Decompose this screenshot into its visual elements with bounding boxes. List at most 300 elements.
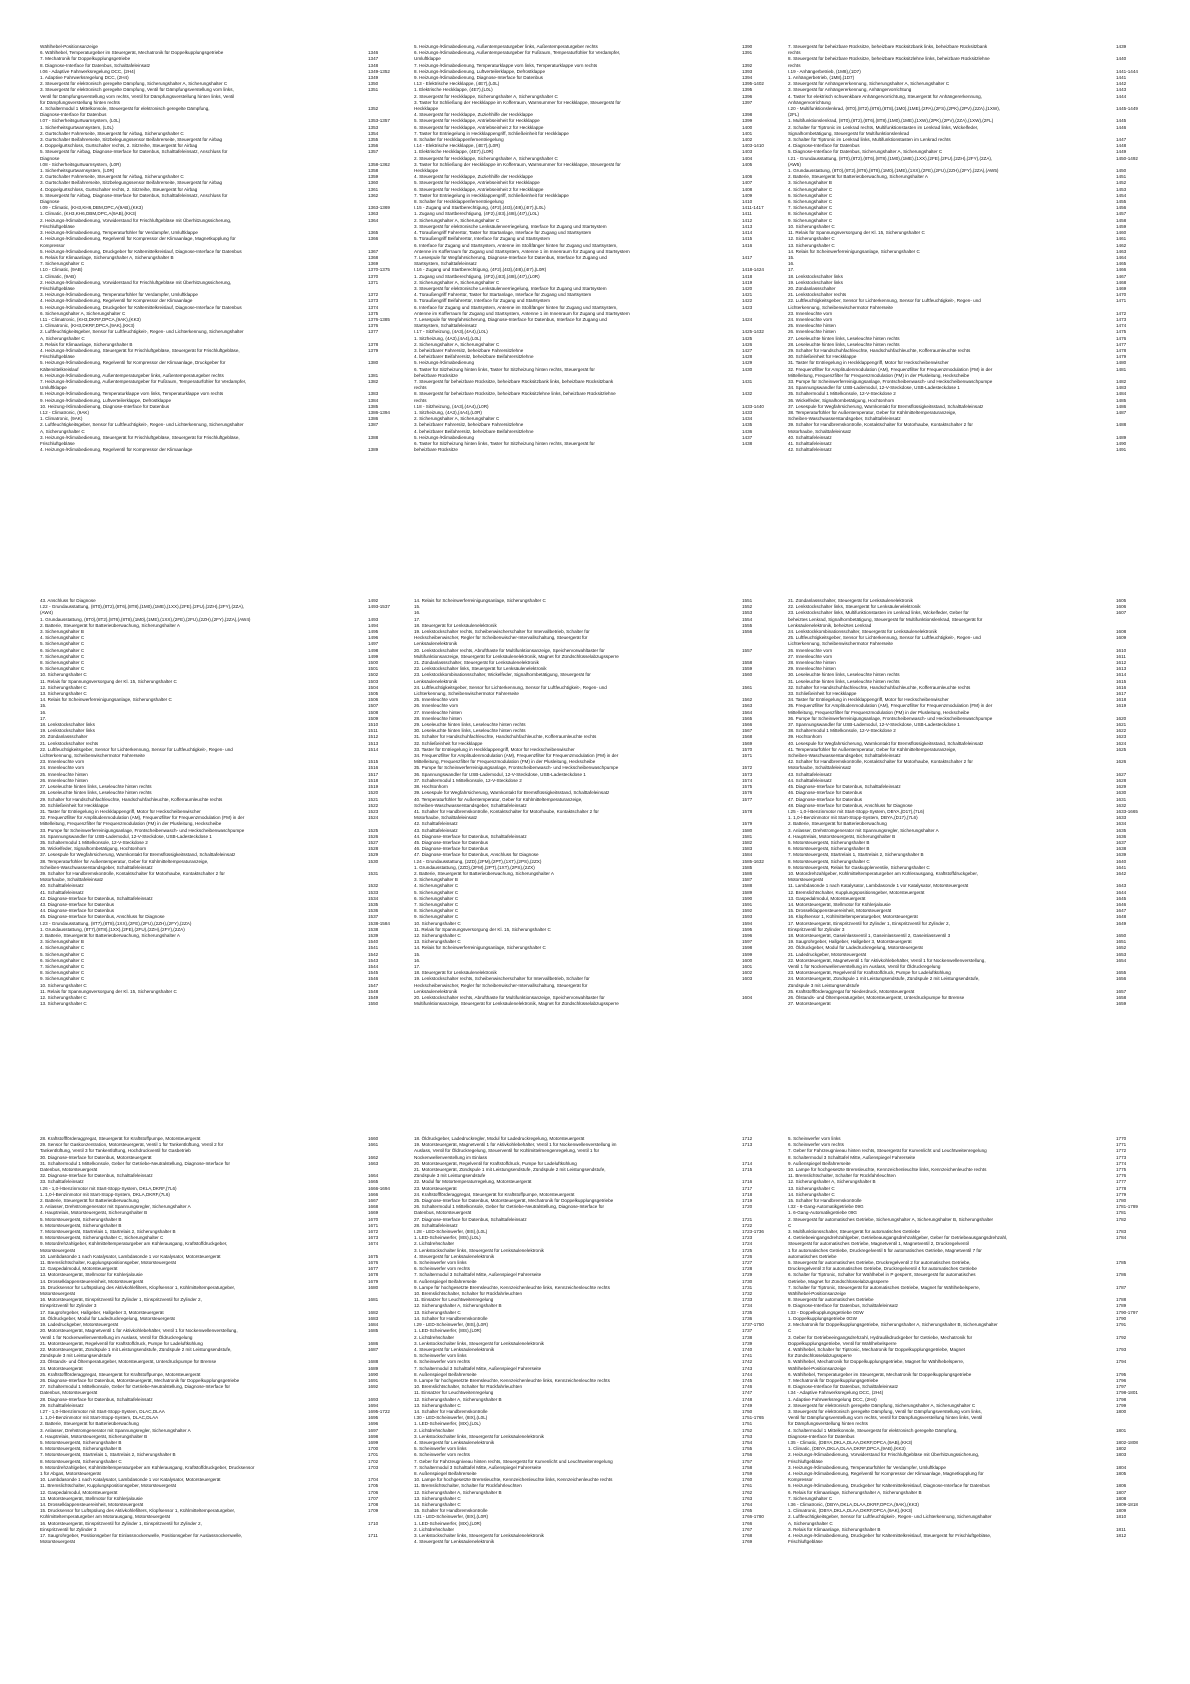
entry-page: 1472 (1116, 310, 1127, 316)
entry-title: 5. Heizungs-/Klimabedienung (414, 434, 475, 440)
entry-title: 23. Motorsteuergerät, Regelventil für Kraftstoffdruck, Pumpe für Ladeluftkühlung (788, 970, 951, 976)
entry-title: Frischluftgebläse (40, 285, 75, 291)
entry-title: Datenbus, Motorsteuergerät (414, 1210, 472, 1216)
entry-title: 39. Schalter für Handbremskontrolle, Kontaktschalter für Motorhaube, Kontaktschalter 2 für (40, 870, 225, 876)
entry-page: 1403 (742, 149, 753, 155)
entry-title: 2. Steuergerät für Heckklappe, Sicherungshalter A, Sicherungshalter C (414, 93, 558, 99)
entry-title: 30. Leseleuchte hinten links, Leseleuchte hinten rechts (788, 672, 900, 678)
entry-page: 1544 (368, 963, 379, 969)
entry-title: 5. Heizungs-/Klimabedienung, Regelventil für Kompressor der Klimaanlage, Druckgeber für (40, 360, 226, 366)
entry-title: 1. Anhängerbetrieb, (1M8),(1D7) (788, 75, 855, 81)
entry-page: 1707 (368, 1495, 379, 1501)
entry-title: 32. Frequenzfilter für Amplitudenmodulation (AM), Frequenzfilter für Frequenzmodulation (FM) in der (788, 366, 993, 372)
entry-page: 1727 (742, 1260, 753, 1266)
entry-title: 24. Luftfeuchtigkeitsgeber, Sensor für Lichterkennung, Sensor für Luftfeuchtigkeit-, Regen- und (414, 684, 607, 690)
entry-page: 1722 (742, 1222, 753, 1228)
entry-title: 39. Hochtonhorn (788, 734, 822, 740)
entry-page: 1430 (742, 366, 753, 372)
entry-page: 1463 (1116, 248, 1127, 254)
entry-title: 4. Heizungs-/Klimabedienung, Regelventil für Kompressor der Klimaanlage (40, 447, 193, 453)
entry-page: 1539 (368, 932, 379, 938)
entry-title: 28. Leseleuchte hinten links, Leseleuchte hinten rechts (788, 341, 900, 347)
entry-title: 2. Batterie, Steuergerät für Batterieüberwachung (40, 1198, 139, 1204)
index-band-2 (40, 598, 1150, 1007)
entry-title: Mittelleitung, Frequenzfilter für Frequenzmodulation (FM) in der Plusleitung, Heckscheibe (788, 709, 970, 715)
entry-page: 1425 (742, 335, 753, 341)
entry-title: 20. Motorsteuergerät, Regelventil für Kraftstoffdruck, Pumpe für Ladeluftkühlung (414, 1160, 577, 1166)
entry-page: 1706 (368, 1489, 379, 1495)
entry-title: Diagnose-Interface für Datenbus (788, 1433, 855, 1439)
entry-page: 1646 (1116, 901, 1127, 907)
entry-title: 17. (414, 963, 421, 969)
entry-page: 1657 (1116, 988, 1127, 994)
entry-page: 1661 (368, 1142, 379, 1148)
entry-page: 1484 (1116, 391, 1127, 397)
entry-title: 11. Bremslichtschalter, Schalter für Rückfahrleuchten (788, 1173, 896, 1179)
entry-page: 1362 (368, 192, 379, 198)
index-band-3 (40, 1136, 1150, 1545)
entry-page: 1674 (368, 1241, 379, 1247)
entry-title: 25. Innenleuchte vorn (414, 697, 459, 703)
index-column (414, 598, 774, 1007)
entry-title: 46. Diagnose-Interface für Datenbus (414, 846, 489, 852)
entry-page: 1724 (742, 1241, 753, 1247)
entry-title: 9. Diagnose-Interface für Datenbus, Schalttafeleinsatz (788, 1303, 899, 1309)
entry-page: 1416 (742, 242, 753, 248)
entry-title: 29. Schalter für Handschuhfachleuchte, Handschuhfachleuchte, Kofferraumleuchte rechts (788, 347, 971, 353)
entry-title: 39. Schalter für Handbremskontrolle, Kontaktschalter für Motorhaube, Kontaktschalter 2 für (788, 422, 973, 428)
entry-title: 23. Ölstands- und Öltemperaturgeber, Motorsteuergerät, Unterdruckpumpe für Bremse (40, 1359, 217, 1365)
entry-title: I.10 - Climatic, (9AB) (40, 267, 83, 273)
entry-title: 20. Zündanlassschalter (788, 285, 836, 291)
entry-page (742, 447, 774, 453)
entry-title: 2. Sicherungshalter A, Sicherungshalter C (414, 217, 500, 223)
entry-page: 1745 (742, 1377, 753, 1383)
entry-page: 1351 (368, 87, 379, 93)
entry-title: 7. Mechatronik für Doppelkupplungsgetriebe (40, 56, 131, 62)
entry-page: 1726 (742, 1253, 753, 1259)
entry-title: 3. Relais für Klimaanlage, Sicherungshalter B (788, 1526, 881, 1532)
entry-title: 3. Lenkstockschalter links, Steuergerät für Lenksäulenelektronik (414, 1433, 544, 1439)
index-entry (40, 1539, 400, 1545)
entry-page: 1807 (1116, 1489, 1127, 1495)
entry-page: 1420 (742, 285, 753, 291)
entry-page: 1756 (742, 1452, 753, 1458)
entry-title: 25. Innenleuchte hinten (40, 771, 88, 777)
entry-title: 4. Sicherungshalter C (40, 945, 85, 951)
entry-page: 1792 (1116, 1334, 1127, 1340)
entry-page: 1476 (1116, 335, 1127, 341)
entry-page: 1641 (1116, 864, 1127, 870)
entry-title: 8. Sicherungshalter C (788, 211, 833, 217)
entry-title: 5. Steuergerät für automatisches Getriebe, Druckregelventil 2 für automatisches Getriebe, (788, 1260, 971, 1266)
entry-page: 1524 (368, 815, 379, 821)
entry-page: 1450 (1116, 168, 1127, 174)
index-entry (40, 447, 400, 453)
entry-title: 14. Sicherungshalter C (788, 1191, 835, 1197)
entry-page: 1373 (368, 298, 379, 304)
entry-page: 1572 (742, 765, 753, 771)
entry-page: 1746 (742, 1384, 753, 1390)
index-entry (788, 1001, 1148, 1007)
entry-page: 1448 (1116, 143, 1127, 149)
entry-title: 15. (414, 951, 421, 957)
entry-page: 1441 (1116, 75, 1127, 81)
entry-title: Einspritzventil für Zylinder 3 (788, 926, 845, 932)
entry-title: 2. Mechatronik für Doppelkupplungsgetriebe, Sicherungshalter A, Sicherungshalter B, Sicherungshalter (788, 1322, 998, 1328)
entry-page: 1600 (742, 957, 753, 963)
entry-page: 1735 (742, 1309, 753, 1315)
entry-page: 1483 (1116, 385, 1127, 391)
entry-title: I.15 - Zugang und Startberechtigung, (4F2),(4I3),(4I8),(4I7),(L0L) (414, 205, 546, 211)
entry-title: 3. Gurtschalter Beifahrerseite, Sitzbelegungssensor Beifahrerseite, Steuergerät für Airbag (40, 180, 223, 186)
entry-title: für Dämpfungsverstellung hinten rechts (40, 99, 120, 105)
entry-page: 1784 (1116, 1235, 1127, 1241)
entry-title: 10. Lampe für hochgesetzte Bremsleuchte, Kennzeichenleuchte links, Kennzeichenleuchte rechts (788, 1167, 987, 1173)
entry-page: 1671 (368, 1222, 379, 1228)
index-column (414, 1136, 774, 1545)
entry-page: 1371 (368, 279, 379, 285)
entry-page: 1433 (742, 409, 753, 415)
entry-page: 1582 (742, 839, 753, 845)
entry-title: 1. Climatronic, (DBYA,DKLA,DLAA,DKRF,DPCA,(9AK),(KK3) (788, 1508, 913, 1514)
entry-title: 14. Sicherungshalter C (414, 1501, 461, 1507)
entry-page: 1424 (742, 316, 753, 322)
entry-title: 23. Lenkstockschalter links, Multifunktionstasten im Lenkrad links, Wickelfeder, Geber für (788, 610, 969, 616)
entry-title: Auslass, Ventil für Öldruckregelung, Steuerventil für Kühlmittelmengenregelung, Ventil 1 für (414, 1148, 600, 1154)
entry-title: 1. Sicherheitsgurtwarnsystem, (L0R) (40, 168, 115, 174)
entry-page: 1643 (1116, 883, 1127, 889)
entry-page: 1495 (368, 629, 379, 635)
entry-title: 5. Steuergerät für Airbag, Diagnose-Interface für Datenbus, Schalttafeleinsatz, Anschluss für (40, 149, 228, 155)
entry-title: 28. Innenleuchte hinten (414, 715, 462, 721)
entry-title: 2. Batterie, Steuergerät für Batterieüberwachung (788, 821, 887, 827)
entry-page: 1626 (1116, 759, 1127, 765)
entry-title: 4. Steuergerät für Lenksäulenelektronik (414, 1346, 495, 1352)
entry-page: 1377 (368, 329, 379, 335)
entry-page: 1418 (742, 273, 753, 279)
entry-title: 26. Innenleuchte hinten (788, 329, 836, 335)
entry-title: Umluftklappe (40, 385, 67, 391)
entry-page: 1536 (368, 908, 379, 914)
entry-title: 7. Motorsteuergerät, Startrelais 1, Startrelais 2, Sicherungshalter B (788, 852, 924, 858)
entry-title: 4. Hauptrelais, Motorsteuergerät, Sicherungshalter B (40, 1210, 148, 1216)
entry-page: 1526 (368, 833, 379, 839)
entry-title: Scheiben-Waschwasserstandsgeber, Schalttafeleinsatz (788, 416, 901, 422)
entry-title: 17. (414, 616, 421, 622)
entry-title: I.27 - 1,0-l-Benzinmotor mit Start-Stopp-System, DLAC,DLAA (40, 1408, 165, 1414)
entry-page: 1570 (742, 746, 753, 752)
entry-title: Lenksäulenelektronik, beheiztes Lenkrad (788, 622, 872, 628)
entry-page: 1732 (742, 1291, 753, 1297)
entry-page: 1737 (742, 1328, 753, 1334)
entry-title: Heckklappe (414, 106, 439, 112)
entry-page: 1521 (368, 796, 379, 802)
entry-title: 23. Innenleuchte vorn (788, 310, 833, 316)
entry-page: 1531 (368, 870, 379, 876)
entry-title: 22. Modul für Motortemperaturregelung, Motorsteuergerät (414, 1179, 532, 1185)
entry-page: 1719 (742, 1198, 753, 1204)
entry-title: Kompressor (40, 242, 65, 248)
entry-page: 1692 (368, 1384, 379, 1390)
entry-title: 32. Diagnose-Interface für Datenbus, Schalttafeleinsatz (40, 1173, 153, 1179)
entry-page: 1637 (1116, 839, 1127, 845)
entry-title: 16. (788, 261, 795, 267)
entry-title: 47. Diagnose-Interface für Datenbus (788, 796, 863, 802)
entry-title: 9. Motordrehzahlgeber, Kühlmitteltemperaturgeber am Kühlerausgang, Kraftstoffdruckgeber, Drucksensor (40, 1464, 255, 1470)
entry-page: 1665 (368, 1179, 379, 1185)
entry-title: 10. Bremslichtschalter, Schalter für Rückfahrleuchten (414, 1291, 523, 1297)
entry-page: 1364 (368, 217, 379, 223)
entry-title: 4. Steuergerät für Lenksäulenelektronik (414, 1439, 495, 1445)
entry-title: 12. Sicherungshalter C (40, 995, 87, 1000)
entry-title: 2. Steuergerät für Anhängererkennung, Sicherungshalter A, Sicherungshalter C (788, 81, 950, 87)
entry-title: 4. Taster für elektrisch schwenkbare Anhängervorrichtung, Steuergerät für Anhängererkennung, (788, 93, 982, 99)
entry-title: 6. Relais für Klimaanlage, Sicherungshalter A, Sicherungshalter B (788, 1489, 922, 1495)
entry-title: 5. Sicherungshalter C (40, 641, 85, 647)
entry-title: 20. Lenkstockschalter rechts, Abrufthaste für Multifunktionsanzeige, Speichervorwahltaster für (414, 647, 605, 653)
entry-page: 1686 (368, 1340, 379, 1346)
entry-title: Einspritzventil für Zylinder 3 (40, 1303, 97, 1309)
entry-title: I.31 - LED-Scheinwerfer, (8IX),(L0R) (414, 1514, 489, 1520)
entry-title: rechts (788, 62, 801, 68)
entry-title: 26. Innenleuchte vorn (414, 703, 459, 709)
entry-title: rechts (414, 385, 427, 391)
entry-page: 1605 (1116, 598, 1127, 603)
entry-page: 1405 (742, 161, 753, 167)
entry-title: 1. Climatronic, (KH3,DKRF,DPCA,(9AK),(KK3) (40, 323, 135, 329)
entry-page: 1601 (742, 963, 753, 969)
entry-title: 1. Sitzheizung, (4A3),(4A4),(L0L) (414, 335, 482, 341)
entry-title: 11. Bremslichtschalter, Kupplungspositionsgeber, Motorsteuergerät (40, 1260, 177, 1266)
entry-page: 1768 (742, 1533, 753, 1538)
index-entry (414, 1539, 774, 1545)
entry-title: I.24 - Grundausstattung, (2ZD),(2FM),(2PT),(1XT),(2PS),(2ZX) (414, 858, 542, 864)
entry-title: 28. Leseleuchte hinten links, Leseleuchte hinten rechts (40, 790, 152, 796)
entry-page: 1481 (1116, 366, 1127, 372)
entry-title: 21. Zündanlassschalter, Steuergerät für Lenksäulenelektronik (414, 660, 539, 666)
entry-title: 1. Grundausstattung, (8T0),(8T2),(8T6),(8T8),(1M0),(1ME),(1XX),(2FE),(2FU),(2ZH),(2FY),(2ZA),(AW4) (40, 616, 251, 622)
entry-title: 12. Gaspedalmodul, Motorsteuergerät (40, 1266, 118, 1272)
entry-title: 8. Steuergerät für beheizbare Rücksitze, beheizbare Rücksitzlehne links, beheizbare Rücksitzlehne (788, 56, 990, 62)
entry-page: 1408 (742, 186, 753, 192)
entry-page: 1777 (1116, 1179, 1127, 1185)
entry-page (1116, 1539, 1148, 1545)
entry-page: 1439 (1116, 44, 1127, 49)
entry-page: 1380 (368, 360, 379, 366)
entry-title: 25. Innenleuchte hinten (788, 323, 836, 329)
entry-page: 1754 (742, 1439, 753, 1445)
entry-page: 1668 (368, 1204, 379, 1210)
entry-title: 5. Türaußengriff Beifahrertür, Interface für Zugang und Startsystem (414, 298, 550, 304)
entry-page: 1573 (742, 771, 753, 777)
entry-page: 1631 (1116, 796, 1127, 802)
entry-title: 11. Einsatzer für Leuchtweitenregelung (414, 1390, 494, 1396)
entry-page: 1385 (368, 403, 379, 409)
entry-title: 6. Sicherungshalter C (40, 957, 85, 963)
entry-page: 1627 (1116, 771, 1127, 777)
entry-title: 36. Wickelfeder, Signalhornbetätigung, Hochtonhorn (40, 846, 147, 852)
entry-title: 8. Sicherungshalter C (40, 970, 85, 976)
entry-title: 13. Sicherungshalter C (40, 691, 87, 697)
entry-page: 1702 (368, 1458, 379, 1464)
entry-title: 8. Heizungs-/Klimabedienung, Luftverteilerklappe, Defrostklappe (414, 68, 545, 74)
entry-title: 9. Sicherungshalter C (40, 666, 85, 672)
entry-page: 1470 (1116, 292, 1127, 298)
entry-title: 7. Steuergerät für beheizbare Rücksitze, beheizbare Rücksitzbank links, beheizbare Rücksitzbank (414, 378, 614, 384)
entry-page: 1464 (1116, 254, 1127, 260)
entry-title: 14. Relais für Scheinwerferreinigungsanlage, Sicherungshalter C (414, 598, 546, 603)
entry-page: 1801 (1116, 1427, 1127, 1433)
entry-title: I.16 - Zugang und Startberechtigung, (4F2),(4I3),(4I8),(4I7),(L0R) (414, 267, 547, 273)
entry-title: 2. Batterie, Steuergerät für Batterieüberwachung, Sicherungshalter A (414, 870, 554, 876)
entry-page: 1804 (1116, 1464, 1127, 1470)
entry-title: 4. Steuergerät für Heckklappe, Zuziehhilfe der Heckklappe (414, 174, 533, 180)
entry-page: 1487 (1116, 409, 1127, 415)
entry-page: 1749 (742, 1402, 753, 1408)
entry-title: 18. Steuergerät für Lenksäulenelektronik (414, 622, 497, 628)
entry-page: 1738 (742, 1334, 753, 1340)
entry-title: 44. Schalttafeleinsatz (788, 777, 832, 783)
entry-title: 5. Sicherungshalter C (414, 889, 459, 895)
entry-title: I.36 - Climatronic, (DBYA,DKLA,DLAA,DKRF,DPCA,(9AK),(KK3) (788, 1501, 919, 1507)
entry-page: 1411 (742, 211, 752, 217)
entry-title: 12. Sicherungshalter A, Sicherungshalter B (788, 1179, 876, 1185)
entry-page: 1411-1417 (742, 205, 764, 211)
entry-page: 1355 (368, 137, 379, 143)
entry-title: 41. Schalttafeleinsatz (40, 889, 84, 895)
entry-title: 7. Steuergerät für beheizbare Rücksitze, beheizbare Rücksitzbank links, beheizbare Rücksitzbank (788, 44, 988, 49)
entry-title: Mittelleitung, Frequenzfilter für Frequenzmodulation (FM) in der Plusleitung, Heckscheibe (414, 759, 596, 765)
entry-page: 1466 (1116, 267, 1127, 273)
entry-title: 4. Steuergerät für Lenksäulenelektronik (414, 1253, 495, 1259)
index-entry (40, 1001, 400, 1007)
entry-page: 1700 (368, 1446, 379, 1452)
entry-page: 1591 (742, 901, 753, 907)
entry-title: 2. Sicherungshalter A, Sicherungshalter C (414, 416, 500, 422)
entry-page: 1422 (742, 298, 753, 304)
entry-page: 1704 (368, 1477, 379, 1483)
entry-title: 27. Diagnose-Interface für Datenbus, Schalttafeleinsatz (414, 1216, 527, 1222)
entry-title: 40. Lesespule für Wegfahrsicherung, Warnkontakt für Bremsflüssigkeitsstand, Schalttafeleinsatz (788, 740, 984, 746)
entry-title: 12. Sicherungshalter A, Sicherungshalter B (414, 1396, 502, 1402)
entry-page: 1455 (1116, 199, 1127, 205)
entry-title: 17. Motorsteuergerät, Einspritzventil für Zylinder 1, Einspritzventil für Zylinder 2, (788, 920, 950, 926)
entry-page: 1645 (1116, 895, 1127, 901)
entry-page: 1554 (742, 616, 753, 622)
entry-title: 7. Motorsteuergerät, Startrelais 1, Startrelais 2, Sicherungshalter B (40, 1452, 176, 1458)
entry-title: 3. Steuergerät für elektronische Lenksäulenverriegelung, Interface für Zugang und Startsystem (414, 223, 607, 229)
entry-title: 10. Motordrehzahlgeber, Kühlmitteltemperaturgeber am Kühlerausgang, Kraftstoffdruckgeber, (788, 870, 978, 876)
entry-page: 1796 (1116, 1377, 1127, 1383)
entry-page: 1712 (742, 1136, 753, 1141)
entry-page: 1764 (742, 1501, 753, 1507)
entry-title: 6. Interface für Zugang und Startsystem, Antenne im Stoßfänger hinten für Zugang und Startsystem, (414, 242, 618, 248)
entry-title: 23. Motorsteuergerät (414, 1185, 457, 1191)
entry-page: 1679 (368, 1278, 379, 1284)
entry-page: 1578 (742, 808, 753, 814)
entry-page: 1720 (742, 1204, 753, 1210)
entry-page: 1675 (368, 1253, 379, 1259)
entry-title: 4. Wählhebel, Schalter für Tiptronic, Mechatronik für Doppelkupplungsgetriebe, Magnet (788, 1346, 965, 1352)
entry-title: 2. Batterie, Steuergerät für Batterieüberwachung, Sicherungshalter A (40, 932, 180, 938)
entry-page: 1767 (742, 1526, 753, 1532)
entry-page: 1648 (1116, 914, 1127, 920)
entry-page: 1509 (368, 715, 379, 721)
entry-title: Frischluftgebläse (40, 223, 75, 229)
entry-page: 1778 (1116, 1185, 1127, 1191)
entry-page: 1744 (742, 1371, 753, 1377)
entry-page: 1423 (742, 304, 753, 310)
entry-title: 1. Zugang und Startberechtigung, (4F2),(4I3),(4I8),(4I7),(L0R) (414, 273, 540, 279)
entry-title: 8. Motorsteuergerät, Sicherungshalter C (788, 858, 870, 864)
entry-title: 20. Zündanlassschalter (40, 734, 88, 740)
entry-title: I.11 - Climatronic, (KH3,DKRF,DPCA,(9AK),(KK3) (40, 316, 141, 322)
entry-page: 1407 (742, 180, 753, 186)
entry-title: 1. LED-Scheinwerfer, (8IS),(L0L) (414, 1235, 481, 1241)
entry-title: Nockenwellenverstellung im Einlass (414, 1154, 488, 1160)
entry-page: 1614 (1116, 672, 1127, 678)
index-entry (414, 1001, 774, 1007)
entry-page: 1418-1424 (742, 267, 764, 273)
entry-page: 1471 (1116, 298, 1127, 304)
entry-title: Lenksäulenelektronik (414, 641, 458, 647)
entry-page: 1662 (368, 1154, 379, 1160)
entry-title: Anhängervorrichtung (788, 99, 831, 105)
entry-title: 12. Sicherungshalter A, Sicherungshalter B (414, 1489, 502, 1495)
entry-page: 1716 (742, 1179, 753, 1185)
entry-title: Lichterkennung, Scheibenwischermotor Fahrerseite (414, 691, 519, 697)
entry-title: 7. Lesespule für Wegfahrsicherung, Diagnose-Interface für Datenbus, Interface für Zugang und (414, 254, 607, 260)
entry-page: 1374 (368, 304, 379, 310)
entry-title: 9. Motordrehzahlgeber, Kühlmitteltemperaturgeber am Kühlerausgang, Kraftstoffdruckgeber, (40, 1241, 228, 1247)
entry-title: 1. Adaptive Fahrwerksregelung DCC, (2H4) (40, 75, 129, 81)
entry-title: 5. Steuergerät für Heckklappe, Antriebseinheit für Heckklappe (414, 118, 540, 124)
entry-page: 1782 (1116, 1216, 1127, 1222)
entry-title: 11. Relais für Spannungsversorgung der Kl. 15, Sicherungshalter C (40, 988, 177, 994)
entry-page: 1752 (742, 1427, 753, 1433)
entry-page: 1585-1632 (742, 858, 764, 864)
entry-page: 1502 (368, 672, 379, 678)
entry-page: 1705 (368, 1483, 379, 1489)
entry-title: für Zündschlüsselabzugssperre (788, 1353, 852, 1359)
entry-page: 1629 (1116, 784, 1127, 790)
entry-page: 1736 (742, 1315, 753, 1321)
entry-page: 1603 (742, 976, 753, 982)
entry-page: 1486 (1116, 403, 1127, 409)
entry-title: 25. Kraftstoffförderaggregat für Niederdruck, Motorsteuergerät (788, 988, 915, 994)
entry-title: 6. Taster für Sitzheizung hinten links, Taster für Sitzheizung hinten rechts, Steuergerät für (414, 441, 595, 446)
entry-page: 1558 (742, 660, 753, 666)
entry-page: 1740 (742, 1346, 753, 1352)
entry-title: 38. Temperaturfühler für Außentemperatur, Geber für Kühlmitteltemperaturanzeige, (788, 409, 957, 415)
entry-title: Frischluftgebläse (788, 1539, 823, 1545)
entry-title: 3. beheizbarer Fahrersitz, beheizbare Fahrersitzlehne (414, 422, 524, 428)
entry-title: C (788, 1328, 792, 1334)
entry-title: 15. Schalter für Handbremskontrolle (788, 1198, 862, 1204)
entry-page: 1640 (1116, 858, 1127, 864)
entry-title: 39. Lesespule für Wegfahrsicherung, Warnkontakt für Bremsflüssigkeitsstand, Schalttafeleinsatz (414, 790, 610, 796)
entry-page: 1811 (1116, 1526, 1126, 1532)
entry-title: 8. Motorsteuergerät, Sicherungshalter C (40, 1458, 122, 1464)
entry-title: 15. (788, 254, 795, 260)
entry-title: 3. Heizungs-/Klimabedienung, Steuergerät für Frischluftgebläse, Steuergerät für Frischluftgebläse, (40, 434, 240, 440)
entry-page: 1683 (368, 1315, 379, 1321)
entry-title: 5. Scheinwerfer vorn links (414, 1260, 467, 1266)
entry-title: 7. Sicherungshalter C (40, 653, 85, 659)
entry-page: 1624 (1116, 740, 1127, 746)
entry-page: 1596 (742, 932, 753, 938)
